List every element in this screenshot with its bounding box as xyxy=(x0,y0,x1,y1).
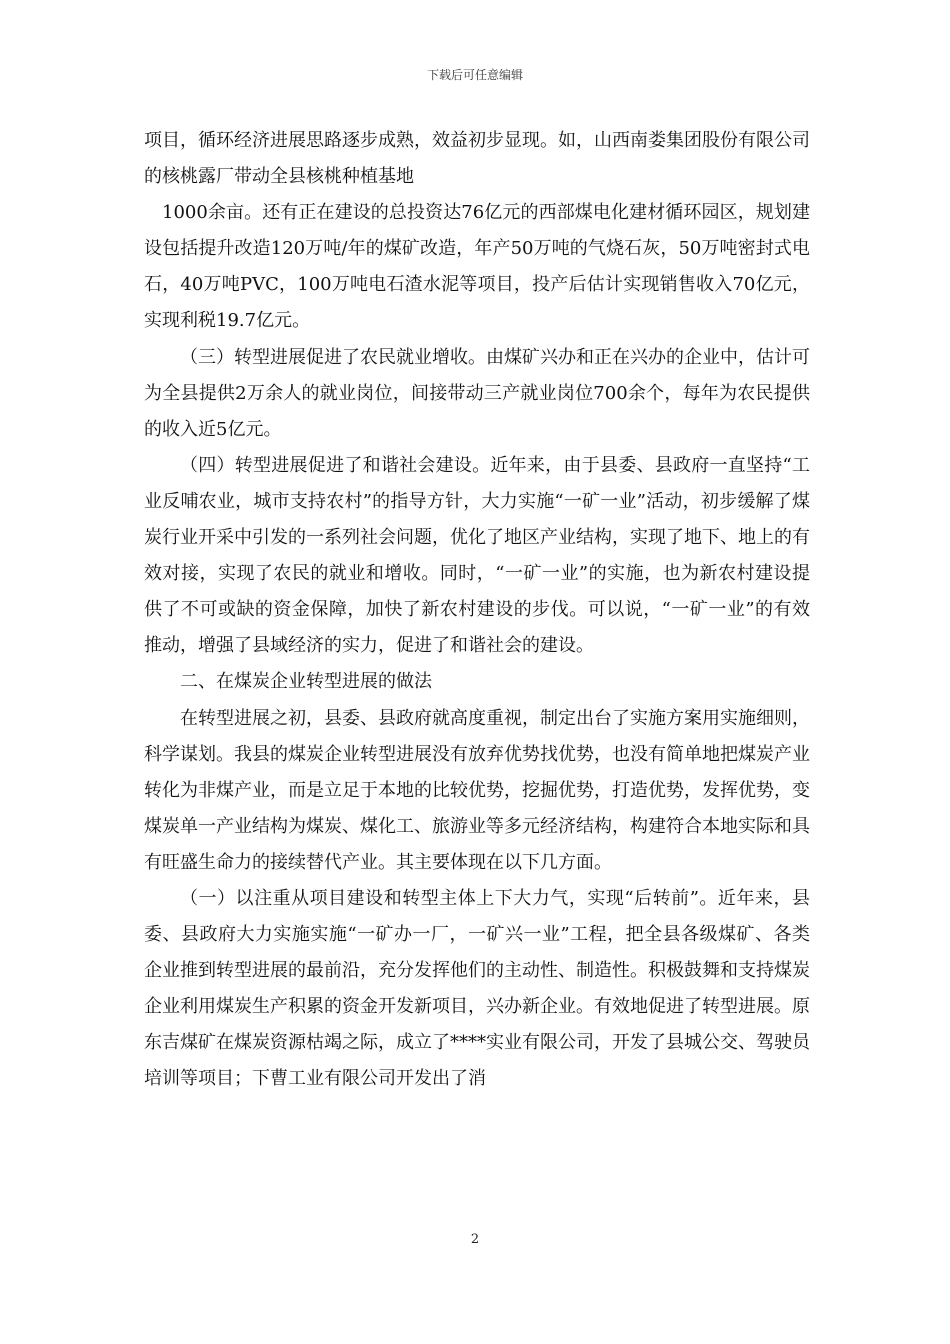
page-header: 下载后可任意编辑 xyxy=(426,68,523,82)
section-heading: 二、在煤炭企业转型进展的做法 xyxy=(180,671,432,693)
paragraph-continuation: 项目，循环经济进展思路逐步成熟，效益初步显现。如，山西南娄集团股份有限公司的核桃露厂带动全县核桃种植基地 xyxy=(144,130,810,188)
paragraph-employment: （三）转型进展促进了农民就业增收。由煤矿兴办和正在兴办的企业中，估计可为全县提供2万余人的就业岗位，间接带动三产就业岗位700余个，每年为农民提供的收入近5亿元。 xyxy=(144,346,810,440)
paragraph-project-figures: 1000余亩。还有正在建设的总投资达76亿元的西部煤电化建材循环园区，规划建设包括提升改造120万吨/年的煤矿改造，年产50万吨的气烧石灰，50万吨密封式电石，40万吨PVC，100万吨电石渣水泥等项目，投产后估计实现销售收入70亿元，实现利税19.7亿元。 xyxy=(144,202,810,332)
paragraph-approach: 在转型进展之初，县委、县政府就高度重视，制定出台了实施方案用实施细则，科学谋划。我县的煤炭企业转型进展没有放弃优势找优势，也没有简单地把煤炭产业转化为非煤产业，而是立足于本地的比较优势，挖掘优势，打造优势，发挥优势，变煤炭单一产业结构为煤炭、煤化工、旅游业等多元经济结构，构建符合本地实际和具有旺盛生命力的接续替代产业。其主要体现在以下几方面。 xyxy=(144,707,810,873)
paragraph-harmony: （四）转型进展促进了和谐社会建设。近年来，由于县委、县政府一直坚持“工业反哺农业，城市支持农村”的指导方针，大力实施“一矿一业”活动，初步缓解了煤炭行业开采中引发的一系列社会问题，优化了地区产业结构，实现了地下、地上的有效对接，实现了农民的就业和增收。同时，“一矿一业”的实施，也为新农村建设提供了不可或缺的资金保障，加快了新农村建设的步伐。可以说，“一矿一业”的有效推动，增强了县域经济的实力，促进了和谐社会的建设。 xyxy=(144,454,810,657)
document-body xyxy=(144,123,810,1098)
paragraph-projects: （一）以注重从项目建设和转型主体上下大力气，实现“后转前”。近年来，县委、县政府大力实施实施“一矿办一厂，一矿兴一业”工程，把全县各级煤矿、各类企业推到转型进展的最前沿，充分发挥他们的主动性、制造性。积极鼓舞和支持煤炭企业利用煤炭生产积累的资金开发新项目，兴办新企业。有效地促进了转型进展。原东吉煤矿在煤炭资源枯竭之际，成立了****实业有限公司，开发了县城公交、驾驶员培训等项目；下曹工业有限公司开发出了消 xyxy=(144,887,810,1090)
page-number: 2 xyxy=(470,1232,480,1247)
